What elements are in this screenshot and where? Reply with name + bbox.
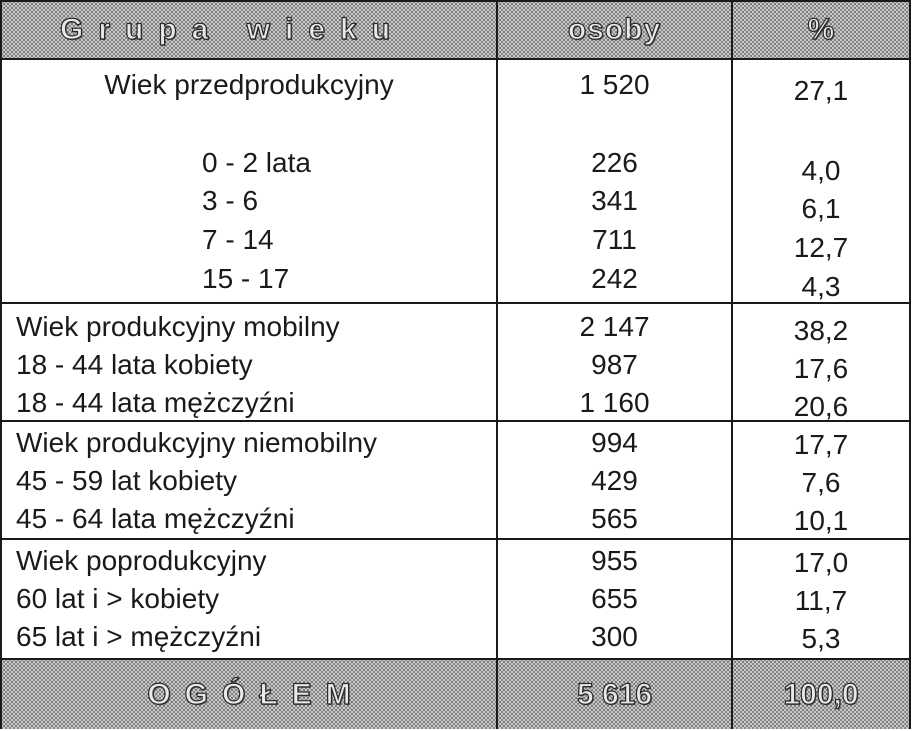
row-percent: 4,3 — [801, 271, 841, 302]
row-percent: 7,6 — [801, 467, 841, 498]
section-percent-col — [733, 304, 909, 420]
row-label: 45 - 59 lat kobiety — [16, 465, 238, 496]
row-label: Wiek produkcyjny mobilny — [16, 311, 340, 342]
row-label: Wiek przedprodukcyjny — [104, 69, 394, 100]
row-percent: 11,7 — [794, 585, 848, 616]
row-persons: 2 147 — [579, 311, 650, 342]
row-persons: 300 — [591, 621, 638, 652]
row-percent: 10,1 — [793, 505, 849, 536]
section-post-working-age — [2, 540, 909, 658]
row-label: Wiek produkcyjny niemobilny — [16, 427, 378, 458]
total-cell-percent — [733, 660, 909, 729]
row-label: 15 - 17 — [202, 263, 290, 294]
row-label: 18 - 44 lata kobiety — [16, 349, 253, 380]
row-label: 7 - 14 — [202, 224, 274, 255]
section-persons-col — [498, 304, 733, 420]
row-percent: 5,3 — [801, 623, 841, 654]
row-persons: 226 — [591, 147, 638, 178]
row-label: 65 lat i > mężczyźni — [16, 621, 262, 652]
total-persons: 5 616 — [576, 677, 653, 711]
row-percent: 17,7 — [793, 429, 849, 460]
row-persons: 341 — [591, 185, 638, 216]
section-labels-col — [2, 540, 498, 658]
header-cell-percent — [733, 2, 909, 58]
section-pre-working-age — [2, 60, 909, 304]
section-persons-col — [498, 422, 733, 538]
header-percent-label: % — [807, 13, 835, 46]
section-percent-col — [733, 540, 909, 658]
row-percent: 20,6 — [793, 391, 849, 422]
row-persons: 655 — [591, 583, 638, 614]
row-persons: 987 — [591, 349, 638, 380]
row-persons: 955 — [591, 545, 638, 576]
row-percent: 27,1 — [793, 75, 849, 106]
total-cell-label — [2, 660, 498, 729]
row-persons: 242 — [591, 263, 638, 294]
section-persons-col — [498, 60, 733, 302]
row-persons: 429 — [591, 465, 638, 496]
row-percent: 17,6 — [793, 353, 849, 384]
header-group-label: Grupa wieku — [60, 13, 406, 46]
row-persons: 1 160 — [579, 387, 650, 418]
total-cell-persons — [498, 660, 733, 729]
section-labels-col — [2, 304, 498, 420]
row-label: 18 - 44 lata mężczyźni — [16, 387, 295, 418]
total-percent: 100,0 — [783, 677, 859, 711]
row-persons: 711 — [592, 224, 637, 255]
section-mobile-working-age — [2, 304, 909, 422]
row-label: 60 lat i > kobiety — [16, 583, 220, 614]
row-label: 45 - 64 lata mężczyźni — [16, 503, 295, 534]
section-percent-col — [733, 422, 909, 538]
row-persons: 1 520 — [579, 69, 650, 100]
row-persons: 994 — [591, 427, 638, 458]
table-header-row — [2, 2, 909, 60]
row-label: 0 - 2 lata — [202, 147, 311, 178]
section-labels-col — [2, 60, 498, 302]
header-persons-label: osoby — [567, 13, 662, 46]
row-percent: 6,1 — [801, 193, 841, 224]
table-total-row — [2, 658, 909, 729]
section-nonmobile-working-age — [2, 422, 909, 540]
row-percent: 12,7 — [793, 232, 849, 263]
row-percent: 17,0 — [793, 547, 849, 578]
header-cell-persons — [498, 2, 733, 58]
header-cell-group — [2, 2, 498, 58]
total-label: OGÓŁEM — [147, 677, 365, 711]
row-percent: 4,0 — [801, 155, 841, 186]
row-label: 3 - 6 — [202, 185, 259, 216]
row-label: Wiek poprodukcyjny — [16, 545, 267, 576]
section-percent-col — [733, 60, 909, 302]
row-persons: 565 — [591, 503, 638, 534]
section-persons-col — [498, 540, 733, 658]
section-labels-col — [2, 422, 498, 538]
row-percent: 38,2 — [793, 315, 849, 346]
